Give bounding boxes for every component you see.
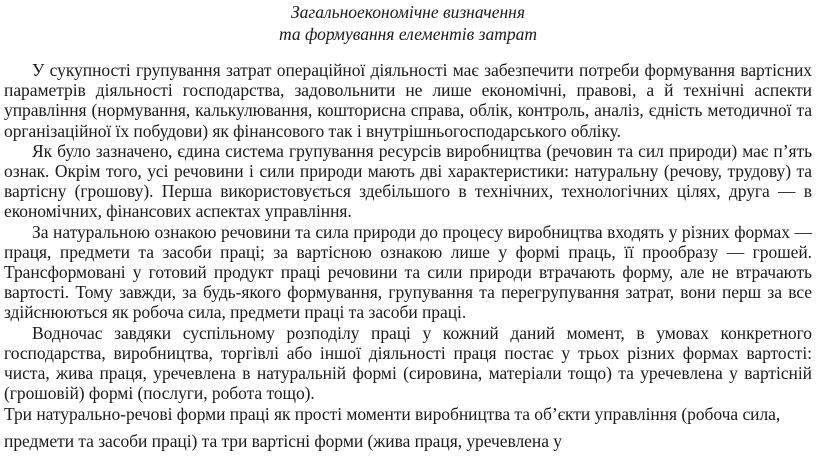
paragraph-4: Водночас завдяки суспільному розподілу праці у кожний даний момент, в умовах конкретного господарства, виробництва, торгівлі або іншої діяльності праця постає у трьох різних формах вартості: чиста, жива праця, уречевлена в натуральній формі (сировина, матеріали тощо) та уречевлена у вартісній (грошовій) формі (послуги, робота тощо). [4,322,812,404]
paragraph-5: Три натурально-речові форми праці як прості моменти виробництва та об’єкти управління (робоча сила, предмети та засоби праці) та три вартісні форми (жива праця, уречевлена у [4,404,781,452]
paragraph-2: Як було зазначено, єдина система групування ресурсів виробництва (речовин та сил природи) має п’ять ознак. Окрім того, усі речовини і сили природи мають дві характеристики: натуральну (речову, трудову) та вартісну (грошову). Перша використовується здебільшого в технічних, технологічних цілях, друга — в економічних, фінансових аспектах управління. [4,140,812,222]
paragraph-1: У сукупності групування затрат операційної діяльності має забезпечити потреби формування вартісних параметрів діяльності господарства, задовольнити не лише економічні, правові, а й технічні аспекти управління (нормування, калькулювання, кошторисна справа, облік, контроль, аналіз, єдність методичної та організаційної їх побудови) як фінансового так і внутрішньогосподарського обліку. [4,60,812,141]
document-title-line-2: та формування елементів затрат [278,24,537,44]
document-title-line-1: Загальноекономічне визначення [290,2,525,22]
paragraph-3: За натуральною ознакою речовини та сила природи до процесу виробництва входять у різних формах — праця, предмети та засоби праці; за вартісною ознакою лише у формі праць, її прообразу — грошей. Трансформовані у готовий продукт праці речовини та сили природи втрачають форму, але не втрачають вартості. Тому завжди, за будь-якого формування, групування та перегрупування затрат, вони перш за все здійснюються як робоча сила, предмети праці та засоби праці. [4,221,812,323]
title-spacer [4,44,812,60]
